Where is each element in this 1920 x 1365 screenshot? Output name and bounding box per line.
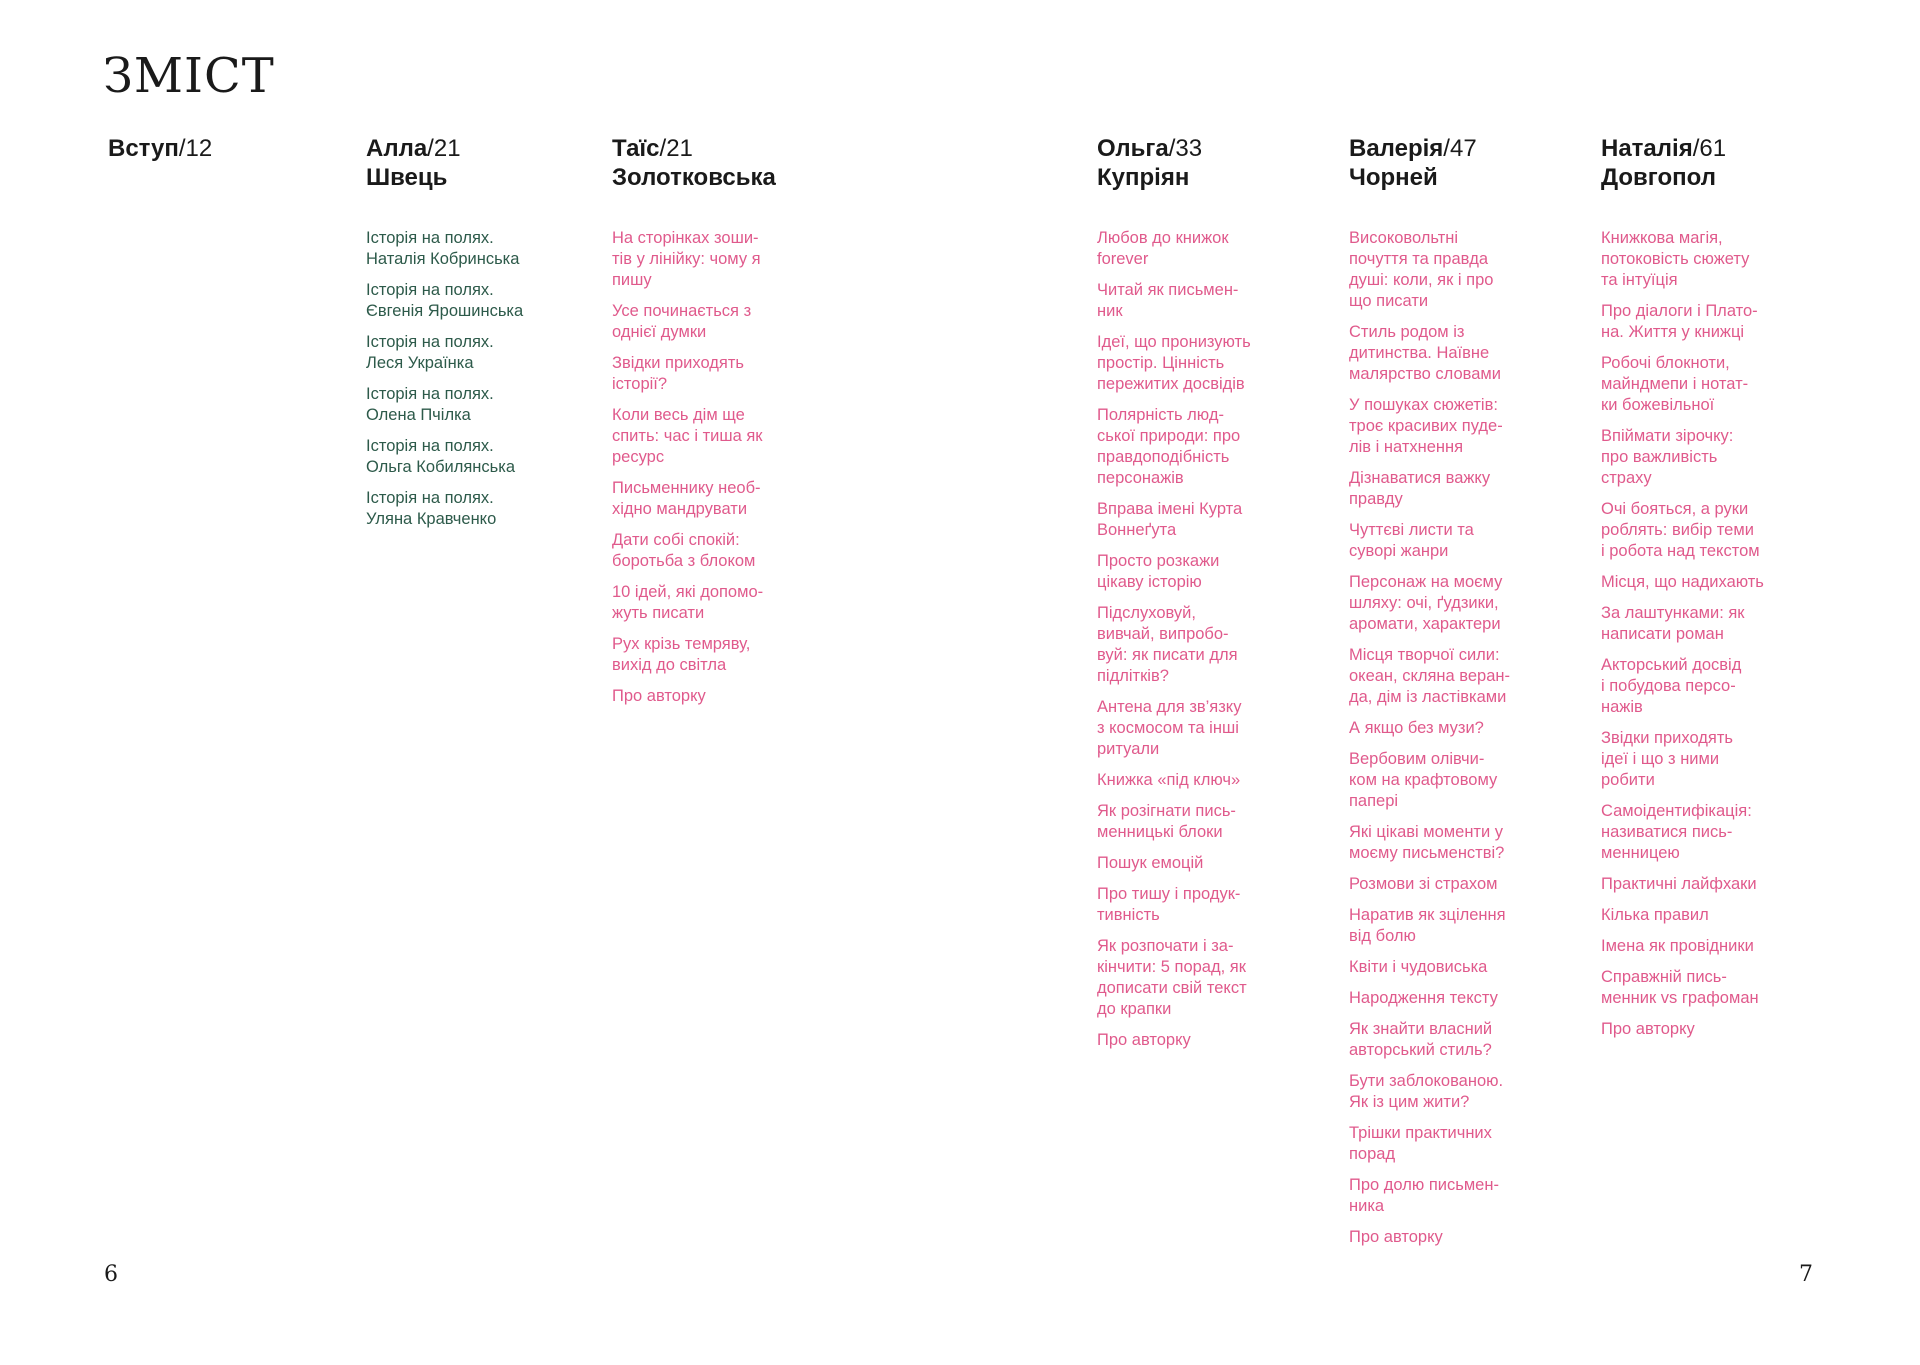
chapter-item: Усе починається з однієї думки xyxy=(612,302,752,341)
author-name: Валерія xyxy=(1349,135,1444,162)
column-heading: Таїс/21 Золотковська xyxy=(612,134,812,192)
column-heading: Наталія/61 Довгопол xyxy=(1601,134,1801,192)
page-number-left: 6 xyxy=(104,1262,118,1287)
chapter-item: Вправа імені Курта Воннеґута xyxy=(1097,500,1243,539)
toc-column-author xyxy=(612,134,812,717)
chapter-item: Робочі блокноти, майндмепи і нотат- ки божевільної xyxy=(1601,354,1749,414)
chapter-item: Трішки практичних порад xyxy=(1349,1124,1492,1163)
page-ref: 61 xyxy=(1699,135,1727,162)
chapter-item: Звідки приходять історії? xyxy=(612,354,744,393)
section-name: Вступ xyxy=(108,135,179,162)
chapter-item: Високовольтні почуття та правда душі: коли, як і про що писати xyxy=(1349,229,1494,310)
chapter-item: Які цікаві моменти у моєму письменстві? xyxy=(1349,823,1505,862)
chapter-item: Як знайти власний авторський стиль? xyxy=(1349,1020,1493,1059)
chapter-item: Читай як письмен- ник xyxy=(1097,281,1239,320)
column-heading: Вступ/12 xyxy=(108,135,213,162)
chapter-item: Дізнаватися важку правду xyxy=(1349,469,1491,508)
chapter-item: Стиль родом із дитинства. Наївне малярство словами xyxy=(1349,323,1501,383)
column-heading: Алла/21 Швець xyxy=(366,134,566,192)
page-ref: 12 xyxy=(185,135,213,162)
column-heading: Ольга/33 Купріян xyxy=(1097,134,1297,192)
chapter-item: Про авторку xyxy=(1601,1020,1695,1038)
page-ref: 47 xyxy=(1449,135,1477,162)
chapter-item: Про авторку xyxy=(1349,1228,1443,1246)
chapter-item: Як розпочати і за- кінчити: 5 порад, як дописати свій текст до крапки xyxy=(1097,937,1247,1018)
chapter-item: Ідеї, що пронизують простір. Цінність пережитих досвідів xyxy=(1097,333,1251,393)
chapter-item: Історія на полях. Євгенія Ярошинська xyxy=(366,281,524,320)
chapter-item: Про тишу і продук- тивність xyxy=(1097,885,1241,924)
page-title: ЗМІСТ xyxy=(103,48,275,104)
chapter-list xyxy=(1349,228,1549,1248)
chapter-item: Звідки приходять ідеї і що з ними робити xyxy=(1601,729,1733,789)
chapter-item: Просто розкажи цікаву історію xyxy=(1097,552,1220,591)
page-number-right: 7 xyxy=(1799,1262,1813,1287)
chapter-list xyxy=(612,228,812,707)
chapter-item: Кілька правил xyxy=(1601,906,1709,924)
chapter-item: Про діалоги і Плато- на. Життя у книжці xyxy=(1601,302,1758,341)
author-surname: Золотковська xyxy=(612,164,776,191)
toc-column-intro xyxy=(108,134,308,199)
chapter-item: Книжка «під ключ» xyxy=(1097,771,1241,789)
chapter-list xyxy=(1097,228,1297,1051)
author-surname: Купріян xyxy=(1097,164,1190,191)
chapter-item: Очі бояться, а руки роблять: вибір теми і робота над текстом xyxy=(1601,500,1760,560)
toc-column-author xyxy=(1097,134,1297,1061)
page-ref: 21 xyxy=(666,135,693,162)
column-heading: Валерія/47 Чорней xyxy=(1349,134,1549,192)
page-ref: 33 xyxy=(1175,135,1203,162)
chapter-item: Історія на полях. Наталія Кобринська xyxy=(366,229,520,268)
chapter-item: Імена як провідники xyxy=(1601,937,1754,955)
toc-column-author xyxy=(1601,134,1801,1050)
chapter-item: Про авторку xyxy=(1097,1031,1191,1049)
author-name: Наталія xyxy=(1601,135,1693,162)
toc-column-author xyxy=(1349,134,1549,1258)
author-name: Таїс xyxy=(612,135,660,162)
chapter-item: Любов до книжок forever xyxy=(1097,229,1229,268)
author-surname: Довгопол xyxy=(1601,164,1716,191)
chapter-item: Розмови зі страхом xyxy=(1349,875,1498,893)
chapter-item: Самоідентифікація: називатися пись- менницею xyxy=(1601,802,1752,862)
page-ref: 21 xyxy=(433,135,461,162)
chapter-item: Акторський досвід і побудова персо- нажів xyxy=(1601,656,1742,716)
chapter-item: Бути заблокованою. Як із цим жити? xyxy=(1349,1072,1504,1111)
author-surname: Чорней xyxy=(1349,164,1438,191)
chapter-item: Персонаж на моєму шляху: очі, ґудзики, аромати, характери xyxy=(1349,573,1503,633)
chapter-item: Історія на полях. Олена Пчілка xyxy=(366,385,494,424)
chapter-item: Наратив як зцілення від болю xyxy=(1349,906,1506,945)
chapter-item: Як розігнати пись- менницькі блоки xyxy=(1097,802,1236,841)
chapter-item: 10 ідей, які допомо- жуть писати xyxy=(612,583,764,622)
author-name: Ольга xyxy=(1097,135,1169,162)
chapter-item: Коли весь дім ще спить: час і тиша як ресурс xyxy=(612,406,763,466)
chapter-item: Підслуховуй, вивчай, випробо- вуй: як писати для підлітків? xyxy=(1097,604,1238,685)
author-name: Алла xyxy=(366,135,428,162)
chapter-item: Дати собі спокій: боротьба з блоком xyxy=(612,531,756,570)
chapter-item: Полярність люд- ської природи: про правдоподібність персонажів xyxy=(1097,406,1241,487)
chapter-item: За лаштунками: як написати роман xyxy=(1601,604,1745,643)
chapter-item: На сторінках зоши- тів у лінійку: чому я пишу xyxy=(612,229,761,289)
chapter-item: Про авторку xyxy=(612,687,706,705)
chapter-item: Історія на полях. Уляна Кравченко xyxy=(366,489,497,528)
chapter-item: У пошуках сюжетів: троє красивих пуде- лів і натхнення xyxy=(1349,396,1503,456)
chapter-item: Місця творчої сили: океан, скляна веран- да, дім із ластівками xyxy=(1349,646,1511,706)
chapter-item: Пошук емоцій xyxy=(1097,854,1204,872)
chapter-item: Історія на полях. Ольга Кобилянська xyxy=(366,437,516,476)
chapter-item: Місця, що надихають xyxy=(1601,573,1764,591)
chapter-item: Історія на полях. Леся Українка xyxy=(366,333,494,372)
chapter-item: Про долю письмен- ника xyxy=(1349,1176,1499,1215)
chapter-item: Практичні лайфхаки xyxy=(1601,875,1757,893)
chapter-item: Рух крізь темряву, вихід до світла xyxy=(612,635,751,674)
chapter-item: Антена для зв’язку з космосом та інші ритуали xyxy=(1097,698,1242,758)
author-surname: Швець xyxy=(366,164,448,191)
chapter-item: Книжкова магія, потоковість сюжету та інтуїція xyxy=(1601,229,1750,289)
chapter-item: Квіти і чудовиська xyxy=(1349,958,1488,976)
chapter-item: Чуттєві листи та суворі жанри xyxy=(1349,521,1474,560)
chapter-item: Письменнику необ- хідно мандрувати xyxy=(612,479,761,518)
chapter-item: Народження тексту xyxy=(1349,989,1498,1007)
toc-column-author xyxy=(366,134,566,540)
chapter-item: Вербовим олівчи- ком на крафтовому папері xyxy=(1349,750,1498,810)
chapter-item: А якщо без музи? xyxy=(1349,719,1484,737)
chapter-list xyxy=(366,228,566,530)
chapter-item: Впіймати зірочку: про важливість страху xyxy=(1601,427,1734,487)
chapter-list xyxy=(1601,228,1801,1040)
chapter-item: Справжній пись- менник vs графоман xyxy=(1601,968,1759,1007)
